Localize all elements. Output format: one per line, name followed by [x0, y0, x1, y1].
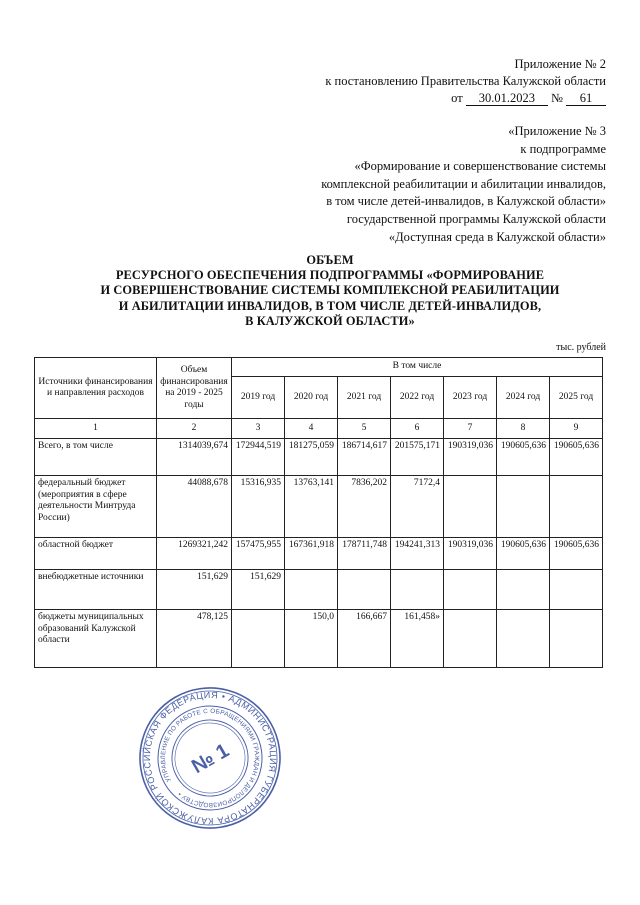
col-number: 2: [157, 419, 232, 439]
header-volume: Объем финансирования на 2019 - 2025 годы: [157, 358, 232, 419]
row-total: 1314039,674: [157, 439, 232, 476]
row-label: бюджеты муниципальных образований Калужской области: [35, 610, 157, 668]
row-year-value: 186714,617: [338, 439, 391, 476]
row-year-value: [550, 570, 603, 610]
row-label: внебюджетные источники: [35, 570, 157, 610]
table-row: [35, 439, 603, 476]
document-title: [70, 253, 590, 329]
row-year-value: [497, 610, 550, 668]
row-year-value: 157475,955: [232, 538, 285, 570]
row-year-value: 13763,141: [285, 476, 338, 538]
appendix-number: 61: [566, 91, 606, 106]
header-year: 2021 год: [338, 377, 391, 419]
row-total: 151,629: [157, 570, 232, 610]
header-year: 2020 год: [285, 377, 338, 419]
header-source: Источники финансирования и направления расходов: [35, 358, 157, 419]
row-year-value: 167361,918: [285, 538, 338, 570]
table-row: [35, 476, 603, 538]
sub-appendix-line: «Доступная среда в Калужской области»: [388, 229, 606, 244]
row-year-value: [444, 570, 497, 610]
sub-appendix-line: к подпрограмме: [520, 141, 606, 156]
row-year-value: 190319,036: [444, 538, 497, 570]
row-year-value: 178711,748: [338, 538, 391, 570]
row-year-value: [285, 570, 338, 610]
col-number: 5: [338, 419, 391, 439]
sub-appendix-line: «Приложение № 3: [508, 124, 606, 138]
row-year-value: 161,458»: [391, 610, 444, 668]
row-year-value: 150,0: [285, 610, 338, 668]
title-line: РЕСУРСНОГО ОБЕСПЕЧЕНИЯ ПОДПРОГРАММЫ «ФОРМИРОВАНИЕ: [115, 268, 545, 283]
header-year: 2022 год: [391, 377, 444, 419]
header-year: 2024 год: [497, 377, 550, 419]
row-year-value: [444, 610, 497, 668]
official-seal-stamp: [135, 683, 285, 833]
row-year-value: 15316,935: [232, 476, 285, 538]
seal-inner-text: УПРАВЛЕНИЕ ПО РАБОТЕ С ОБРАЩЕНИЯМИ ГРАЖДАН И ДЕЛОПРОИЗВОДСТВУ •: [159, 707, 261, 809]
header-year: 2023 год: [444, 377, 497, 419]
row-year-value: [444, 476, 497, 538]
row-year-value: 190605,636: [497, 439, 550, 476]
resource-table: [34, 357, 603, 668]
appendix-block: [325, 56, 606, 107]
row-year-value: [338, 570, 391, 610]
table-row: [35, 538, 603, 570]
row-year-value: 190319,036: [444, 439, 497, 476]
row-year-value: 7836,202: [338, 476, 391, 538]
row-year-value: 190605,636: [550, 439, 603, 476]
col-number: 7: [444, 419, 497, 439]
row-year-value: [497, 570, 550, 610]
row-year-value: [550, 476, 603, 538]
title-line: И АБИЛИТАЦИИ ИНВАЛИДОВ, В ТОМ ЧИСЛЕ ДЕТЕЙ-ИНВАЛИДОВ,: [118, 298, 542, 313]
row-total: 1269321,242: [157, 538, 232, 570]
title-line: В КАЛУЖСКОЙ ОБЛАСТИ»: [245, 313, 415, 328]
row-year-value: 190605,636: [550, 538, 603, 570]
col-number: 1: [35, 419, 157, 439]
row-year-value: 201575,171: [391, 439, 444, 476]
appendix-decree: к постановлению Правительства Калужской области: [325, 74, 606, 88]
sub-appendix-line: в том числе детей-инвалидов, в Калужской области»: [326, 194, 606, 209]
seal-number: № 1: [188, 739, 233, 779]
col-number: 9: [550, 419, 603, 439]
units-label: тыс. рублей: [556, 342, 606, 353]
sub-appendix-line: комплексной реабилитации и абилитации инвалидов,: [321, 176, 606, 191]
row-year-value: 190605,636: [497, 538, 550, 570]
appendix-from-label: от: [451, 91, 463, 105]
row-total: 44088,678: [157, 476, 232, 538]
row-year-value: 166,667: [338, 610, 391, 668]
row-year-value: 172944,519: [232, 439, 285, 476]
appendix-date-line: [325, 90, 606, 107]
row-year-value: [550, 610, 603, 668]
col-number: 3: [232, 419, 285, 439]
title-line: И СОВЕРШЕНСТВОВАНИЕ СИСТЕМЫ КОМПЛЕКСНОЙ РЕАБИЛИТАЦИИ: [100, 283, 560, 298]
row-year-value: 194241,313: [391, 538, 444, 570]
col-number: 6: [391, 419, 444, 439]
sub-appendix-block: [321, 123, 606, 246]
appendix-date: 30.01.2023: [466, 91, 548, 106]
row-year-value: [497, 476, 550, 538]
table-row: [35, 570, 603, 610]
row-year-value: 7172,4: [391, 476, 444, 538]
row-label: областной бюджет: [35, 538, 157, 570]
row-year-value: 151,629: [232, 570, 285, 610]
header-year: 2025 год: [550, 377, 603, 419]
row-year-value: [391, 570, 444, 610]
sub-appendix-line: «Формирование и совершенствование системы: [354, 159, 606, 174]
col-number: 4: [285, 419, 338, 439]
row-year-value: 181275,059: [285, 439, 338, 476]
row-label: Всего, в том числе: [35, 439, 157, 476]
seal-outer-text: РОССИЙСКАЯ ФЕДЕРАЦИЯ • АДМИНИСТРАЦИЯ ГУБЕРНАТОРА КАЛУЖСКОЙ: [141, 689, 279, 827]
appendix-title: Приложение № 2: [514, 57, 606, 71]
appendix-number-label: №: [550, 91, 563, 105]
row-year-value: [232, 610, 285, 668]
title-line: ОБЪЕМ: [306, 253, 354, 267]
row-label: федеральный бюджет (мероприятия в сфере деятельности Минтруда России): [35, 476, 157, 538]
sub-appendix-line: государственной программы Калужской области: [346, 211, 606, 226]
row-total: 478,125: [157, 610, 232, 668]
col-number: 8: [497, 419, 550, 439]
header-including: В том числе: [232, 358, 603, 377]
table-row: [35, 610, 603, 668]
header-year: 2019 год: [232, 377, 285, 419]
